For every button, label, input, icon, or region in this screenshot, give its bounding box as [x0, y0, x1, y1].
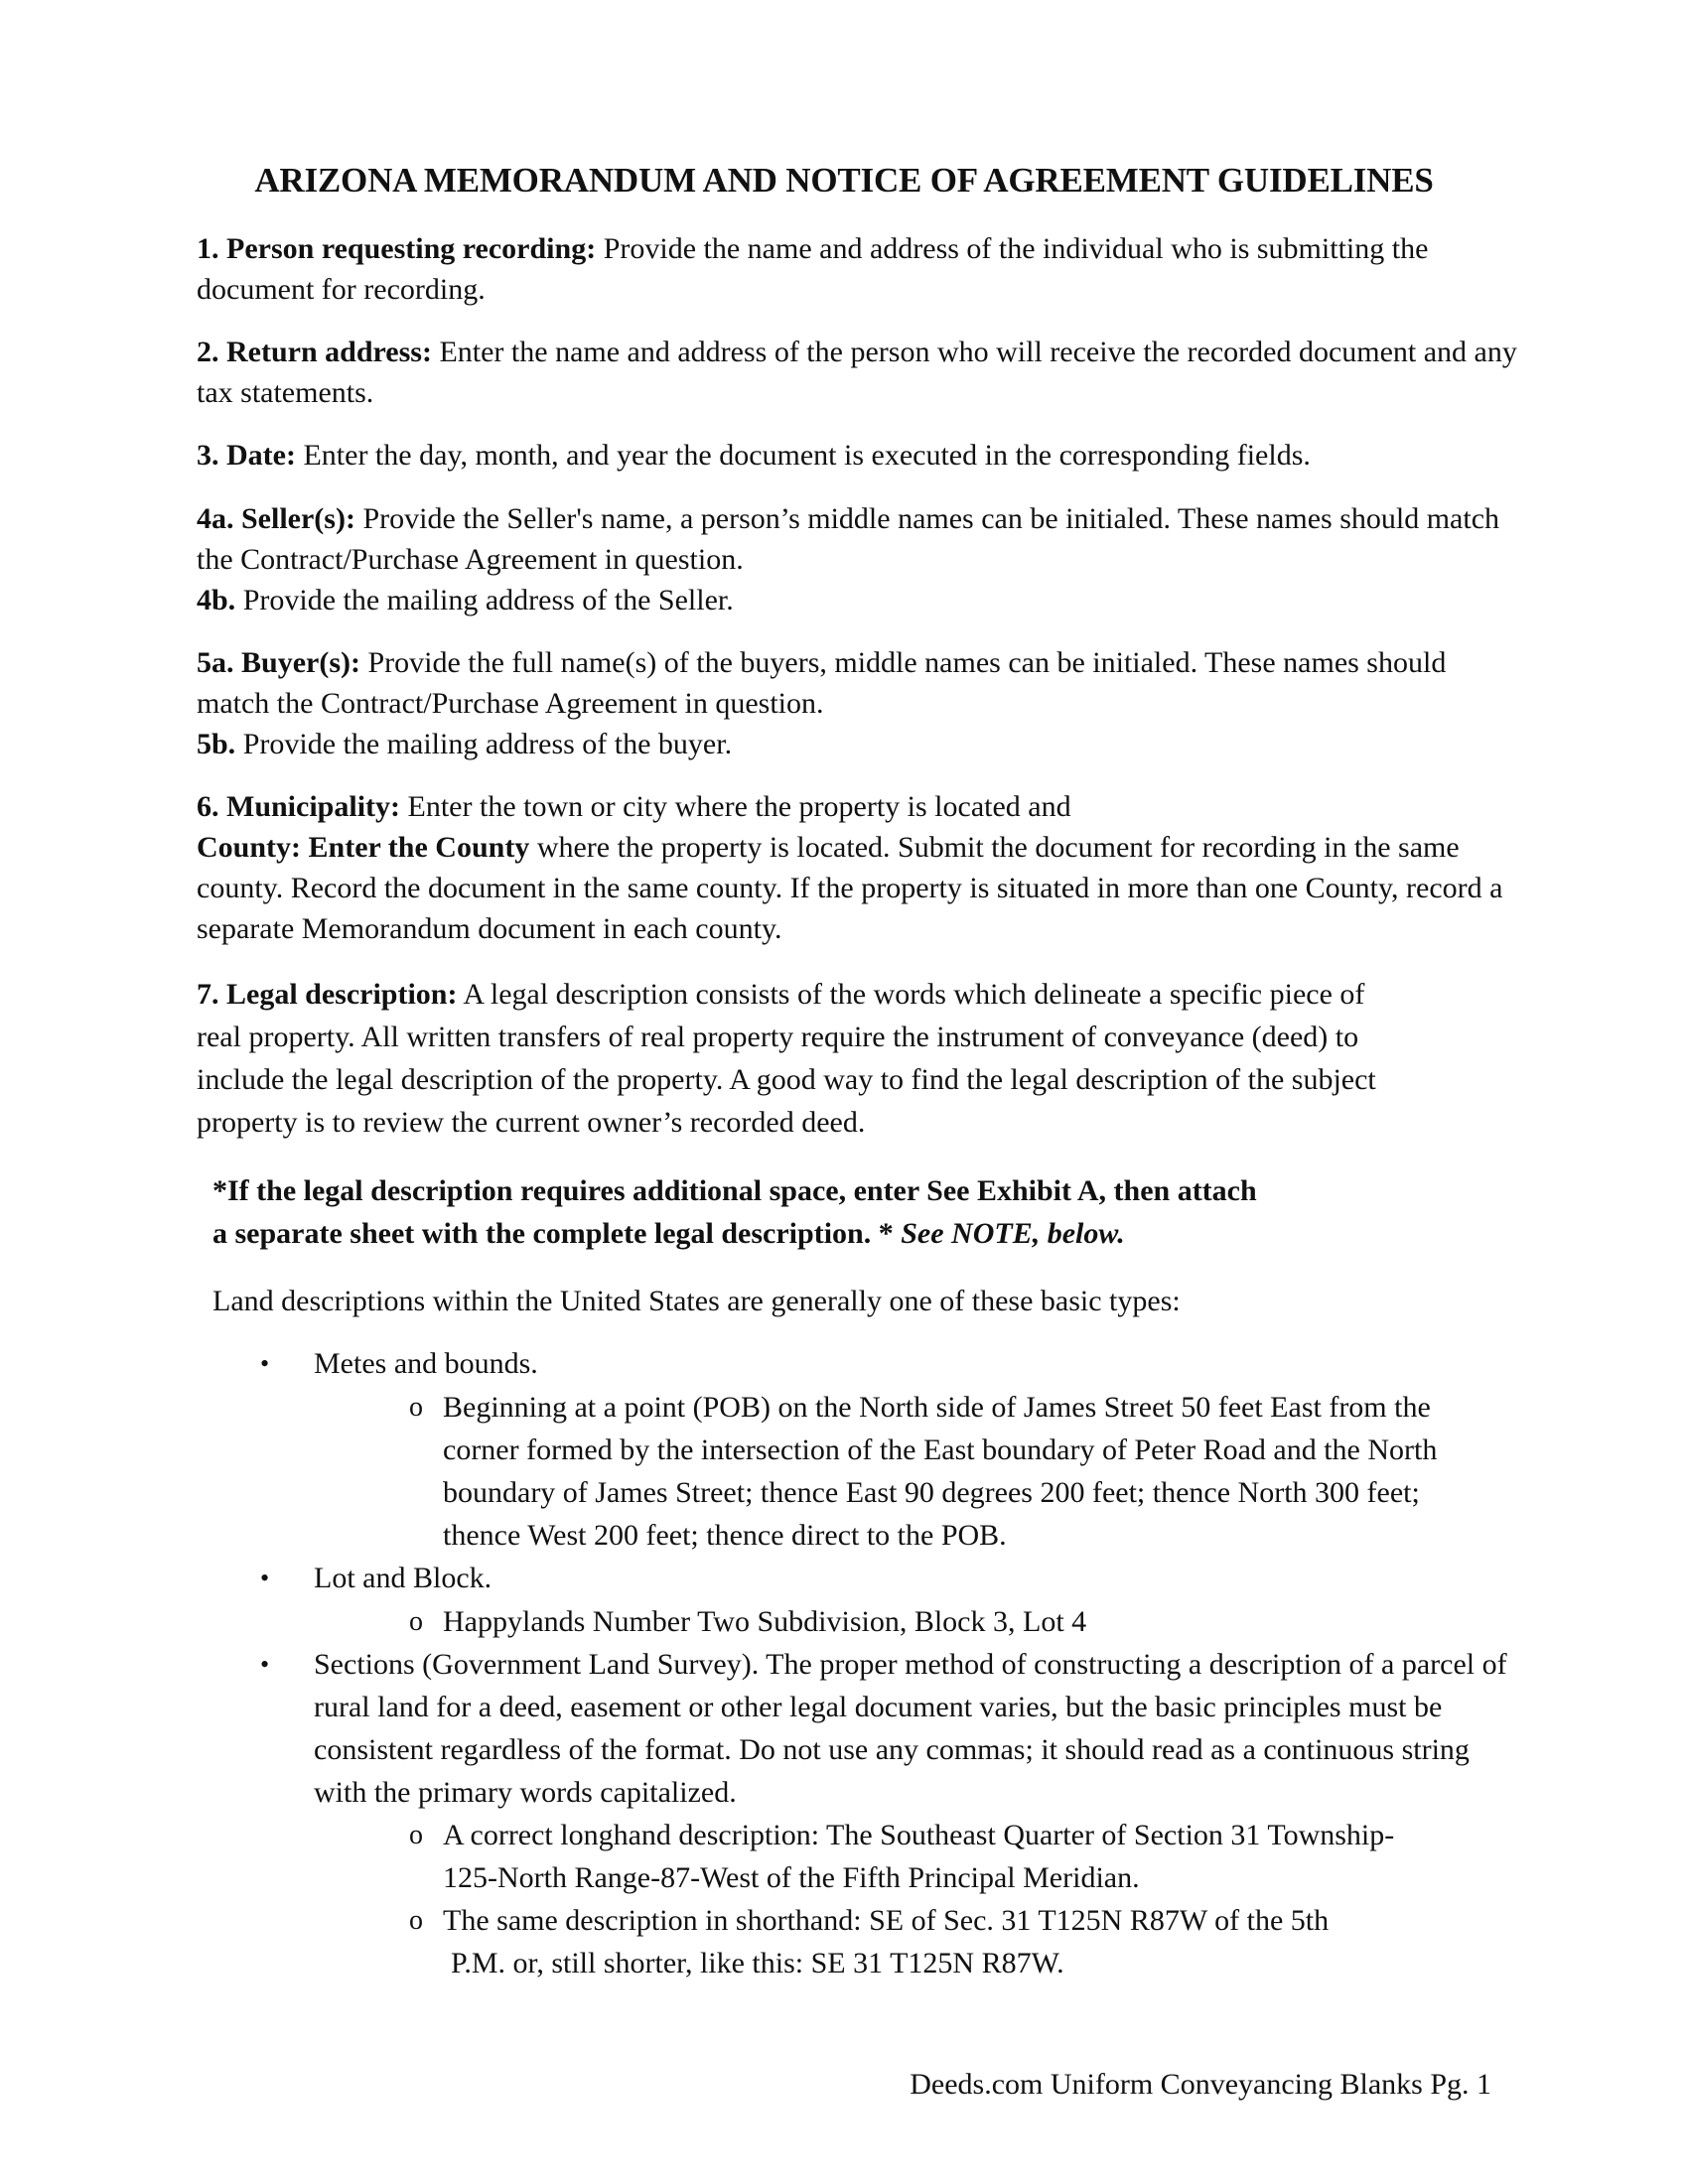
- sub-item-text: A correct longhand description: The Southeast Quarter of Section 31 Township-125-North Range-87-West of the Fifth Principal Meridian.: [443, 1819, 1395, 1894]
- sub-item-text: Beginning at a point (POB) on the North side of James Street 50 feet East from the corner formed by the intersection of the East boundary of Peter Road and the North boundary of James Street; thence East 90 degrees 200 feet; thence North 300 feet; thence West 200 feet; thence direct to the POB.: [443, 1391, 1438, 1552]
- note-line-1: *If the legal description requires additional space, enter See Exhibit A, then attach: [212, 1174, 1257, 1207]
- page-footer: Deeds.com Uniform Conveyancing Blanks Pg. 1: [910, 2068, 1491, 2101]
- section-label: County: Enter the County: [197, 831, 530, 864]
- note-line-2: a separate sheet with the complete legal description. *: [212, 1217, 902, 1250]
- section-return-address: [197, 332, 1517, 413]
- section-label: 4a. Seller(s):: [197, 502, 355, 535]
- list-item-label: Lot and Block.: [314, 1562, 492, 1594]
- section-text: Enter the day, month, and year the document is executed in the corresponding fields.: [295, 439, 1311, 472]
- section-label: 5b.: [197, 728, 236, 760]
- bullet-icon: •: [260, 1349, 270, 1378]
- sub-item-text: [443, 1899, 1442, 1984]
- page-title: ARIZONA MEMORANDUM AND NOTICE OF AGREEMENT GUIDELINES: [254, 161, 1434, 200]
- section-person-requesting: [197, 228, 1517, 310]
- section-text: Provide the name and address of the individual who is submitting the document for recording.: [197, 232, 1429, 306]
- section-text: A legal description consists of the words which delineate a specific piece of real property. All written transfers of real property require the instrument of conveyance (deed) to include the legal description of the property. A good way to find the legal description of the subject property is to review the current owner’s recorded deed.: [197, 978, 1376, 1139]
- sub-item-text: Happylands Number Two Subdivision, Block 3, Lot 4: [443, 1605, 1087, 1638]
- note-italic: See NOTE, below.: [901, 1217, 1125, 1250]
- section-label: 5a. Buyer(s):: [197, 646, 360, 679]
- section-legal-description: [197, 973, 1408, 1144]
- shorthand-line-2: P.M. or, still shorter, like this: SE 31 T125N R87W.: [451, 1947, 1064, 1979]
- section-buyer: [197, 642, 1517, 764]
- section-label: 1. Person requesting recording:: [197, 232, 597, 265]
- land-types-intro: Land descriptions within the United States are generally one of these basic types:: [212, 1285, 1181, 1317]
- section-label: 2. Return address:: [197, 336, 432, 368]
- section-label: 3. Date:: [197, 439, 296, 472]
- section-label: 7. Legal description:: [197, 978, 458, 1011]
- list-item-label: Sections (Government Land Survey). The proper method of constructing a description of a parcel of rural land for a deed, easement or other legal document varies, but the basic principles must be consistent regardless of the format. Do not use any commas; it should read as a continuous string with the primary words capitalized.: [314, 1648, 1507, 1809]
- shorthand-line-1: The same description in shorthand: SE of Sec. 31 T125N R87W of the 5th: [443, 1904, 1330, 1937]
- section-label: 6. Municipality:: [197, 790, 401, 823]
- bullet-icon: •: [260, 1564, 270, 1592]
- section-text: Provide the Seller's name, a person’s middle names can be initialed. These names should match the Contract/Purchase Agreement in question.: [197, 502, 1500, 576]
- section-municipality: [197, 786, 1517, 949]
- sub-bullet-icon: o: [409, 1905, 423, 1936]
- section-seller: [197, 498, 1517, 620]
- sub-bullet-icon: o: [409, 1820, 423, 1850]
- section-date: [197, 435, 1517, 476]
- section-text: Provide the mailing address of the buyer.: [235, 728, 733, 760]
- exhibit-note: [212, 1169, 1503, 1255]
- section-text: Provide the mailing address of the Seller.: [235, 584, 734, 616]
- sub-bullet-icon: o: [409, 1392, 423, 1423]
- list-item-label: Metes and bounds.: [314, 1347, 538, 1380]
- sub-bullet-icon: o: [409, 1606, 423, 1637]
- section-text: Provide the full name(s) of the buyers, middle names can be initialed. These names should match the Contract/Purchase Agreement in question.: [197, 646, 1447, 720]
- section-label: 4b.: [197, 584, 236, 616]
- section-text: where the property is located. Submit the document for recording in the same county. Record the document in the same county. If the property is situated in more than one County, record a separate Memorandum document in each county.: [197, 831, 1503, 945]
- section-text: Enter the name and address of the person who will receive the recorded document and any tax statements.: [197, 336, 1517, 409]
- bullet-icon: •: [260, 1650, 270, 1679]
- section-text: Enter the town or city where the property is located and: [400, 790, 1071, 823]
